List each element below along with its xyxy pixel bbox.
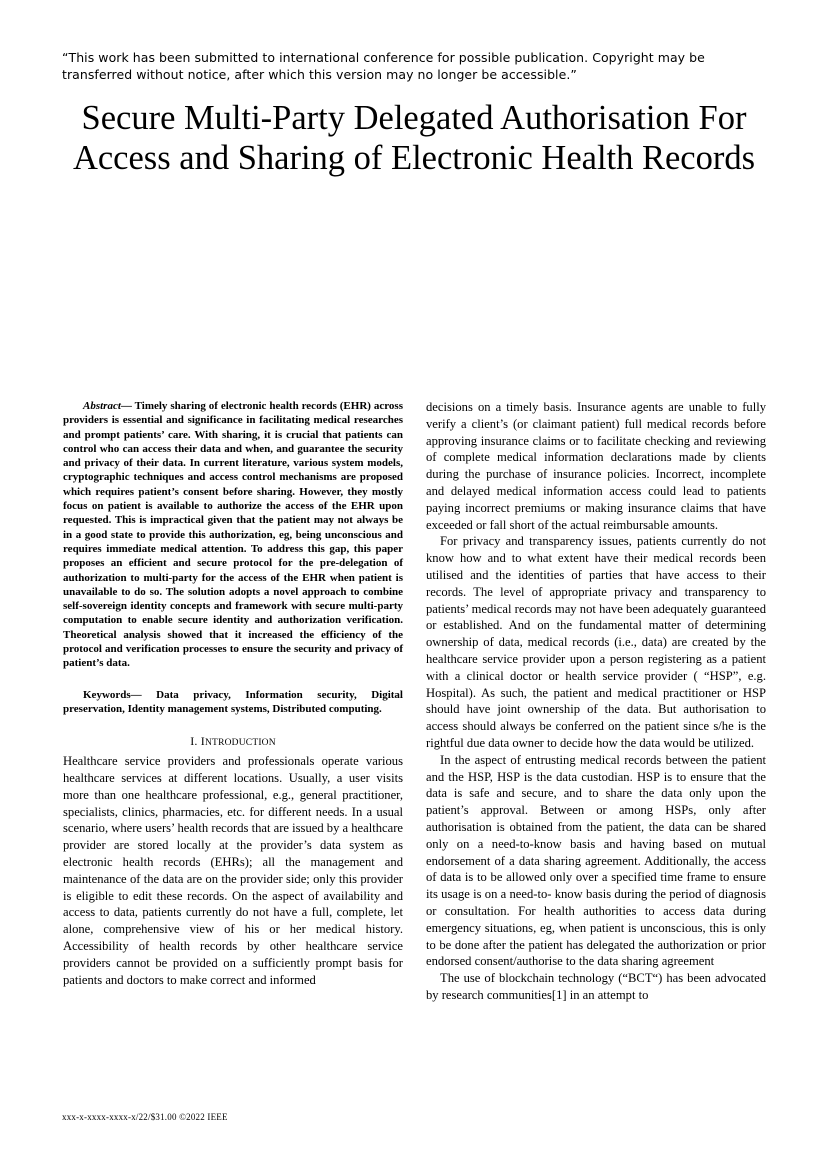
section-first-letter: I	[200, 734, 205, 749]
footer-copyright: xxx-x-xxxx-xxxx-x/22/$31.00 ©2022 IEEE	[62, 1112, 228, 1122]
left-column	[63, 399, 403, 988]
paper-title	[40, 98, 788, 178]
section-heading-introduction	[63, 734, 403, 749]
abstract-lead: Abstract	[83, 400, 121, 412]
keywords-lead: Keywords—	[83, 688, 157, 701]
abstract-text: Timely sharing of electronic health records (EHR) across providers is essential and significance in facilitating medical researches and prompt patients’ care. With sharing, it is crucial that patients can control who can access their data and when, and guarantee the security and privacy of their data. In current literature, various system models, cryptographic techniques and access control mechanisms are proposed which requires patient’s consent before sharing. However, they mostly focus on patient is available to authorize the access of the EHR upon requested. This is impractical given that the patient may not always be in a good state to provide this authorization, eg, being unconscious and requires immediate medical attention. To address this gap, this paper proposes an efficient and secure protocol for the pre-delegation of authorization to multi-party for the access of the EHR when patient is unavailable to do so. The solution adopts a novel approach to combine self-sovereign identity concepts and framework with secure multi-party computation to enable secure identity and authorization verification. Theoretical analysis showed that it increased the efficiency of the protocol and verification processes to ensure the security and privacy of patient’s data.	[63, 400, 403, 670]
body-paragraph-2: For privacy and transparency issues, patients currently do not know how and to what extent have their medical records been utilised and the identities of parties that have access to their records. The level of appropriate privacy and transparency to patients’ medical records may not have been adequately guaranteed or established. And on the fundamental matter of determining ownership of data, medical records (i.e., data) are created by the healthcare service provider upon a person registering as a patient with a clinical doctor or health service provider ( “HSP”, e.g. Hospital). As such, the patient and medical practitioner or HSP should have joint ownership of the data. But authorisation to access should always be conferred on the patient since s/he is the rightful due data owner to decide how the data would be utilized.	[426, 534, 766, 750]
title-line-2: Access and Sharing of Electronic Health Records	[72, 139, 756, 177]
title-line-1: Secure Multi-Party Delegated Authorisation For	[81, 99, 747, 137]
body-paragraph-1: Healthcare service providers and professionals operate various healthcare services at different locations. Usually, a user visits more than one healthcare professional, e.g., general practitioner, specialists, clinics, pharmacies, etc. for different needs. In a usual scenario, where users’ health records that are issued by a healthcare provider are stored locally at the provider’s data system as electronic health records (EHRs); all the management and maintenance of the data are on the provider side; only this provider is eligible to edit these records. On the aspect of availability and access to data, patients currently do not have a full, complete, let alone, comprehensive view of his or her medical history. Accessibility of health records by other healthcare service providers cannot be provided on a sufficiently prompt basis for patients and doctors to make correct and informed	[63, 754, 403, 987]
copyright-notice: “This work has been submitted to international conference for possible publication. Copyright may be transferred without notice, after which this version may no longer be accessible.”	[62, 50, 705, 82]
right-column	[426, 399, 766, 1004]
section-rest: NTRODUCTION	[205, 738, 276, 749]
abstract-dash: —	[120, 400, 135, 412]
keywords-text: Data privacy, Information security, Digital preservation, Identity management systems, Distributed computing.	[63, 688, 403, 715]
body-paragraph-4: The use of blockchain technology (“BCT“) has been advocated by research communities[1] in an attempt to	[426, 971, 766, 1002]
body-paragraph-1-continued: decisions on a timely basis. Insurance agents are unable to fully verify a client’s (or claimant patient) full medical records before approving insurance claims or to facilitate checking and reviewing of complete medical information declarations made by clients during the purchase of insurance policies. Incorrect, incomplete and delayed medical information access could lead to patients paying incorrect premiums or making insurance claims that have exceeded or fall short of the actual reimbursable amounts.	[426, 400, 766, 532]
section-numeral: I.	[190, 734, 201, 749]
abstract	[63, 399, 403, 671]
keywords	[63, 688, 403, 717]
body-paragraph-3: In the aspect of entrusting medical records between the patient and the HSP, HSP is the data custodian. HSP is to ensure that the data is safe and secure, and to share the data only upon the patient’s approval. Between or among HSPs, only after authorisation is obtained from the patient, the data can be shared only on a need-to-know basis and having based on mutual endorsement of a data sharing agreement. Additionally, the access of data is to be allowed only over a specified time frame to ensure its usage is on a need-to- know basis during the period of diagnosis or consultation. For health authorities to access data during emergency situations, eg, when patient is unconscious, this is only to be done after the patient has delegated the authorization or prior endorsed consent/authorise to the data sharing agreement	[426, 752, 766, 969]
